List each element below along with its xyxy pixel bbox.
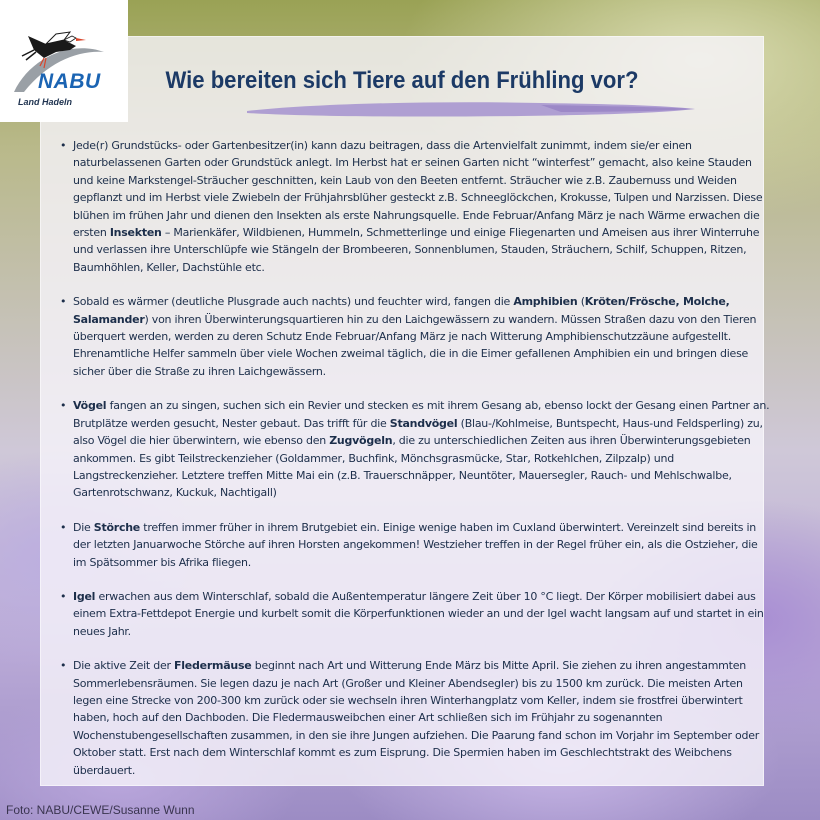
text-segment: ( [577, 295, 585, 309]
photo-credit: Foto: NABU/CEWE/Susanne Wunn [6, 803, 195, 817]
page-title: Wie bereiten sich Tiere auf den Frühling vor? [165, 67, 639, 94]
bullet-paragraph [73, 588, 773, 640]
text-segment: erwachen aus dem Winterschlaf, sobald die Außentemperatur längere Zeit über 10 °C liegt. Der Körper mobilisiert dabei aus einem Extra-Fettdepot Energie und kurbelt somit die Körperfunktionen wieder an und der Igel wacht langsam auf und startet in ein neues Jahr. [73, 589, 764, 638]
text-segment: – Marienkäfer, Wildbienen, Hummeln, Schmetterlinge und einige Fliegenarten und Ameisen aus ihrer Winterruhe und verlassen ihre Unterschlüpfe wie Stängeln der Brombeeren, Sonnenblumen, Stauden, Sträuchern, Schilf, Schuppen, Ritzen, Baumhöhlen, Keller, Dachstühle etc. [73, 226, 760, 274]
bold-term: Insekten [109, 226, 162, 240]
text-segment: , die zu unterschiedlichen Zeiten aus ihren Überwinterungsgebieten ankommen. Es gibt Teilstreckenzieher (Goldammer, Buchfink, Mönchsgrasmücke, Star, Rotkehlchen, Zilpzalp) und Langstreckenzieher. Letztere treffen Mitte Mai ein (z.B. Trauerschnäpper, Neuntöter, Mauersegler, Rauch- und Mehlschwalbe, Gartenrotschwanz, Kuckuk, Nachtigall) [73, 434, 751, 500]
bullet-paragraph [73, 293, 773, 380]
bold-term: Störche [93, 520, 141, 534]
bullet-paragraph [73, 519, 773, 571]
text-segment: treffen immer früher in ihrem Brutgebiet ein. Einige wenige haben im Cuxland überwintert. Vereinzelt sind bereits in der letzten Januarwoche Störche auf ihren Horsten angekommen! Westzieher treffen in der Regel früher ein, als die Ostzieher, die im Spätsommer bis Afrika fliegen. [73, 520, 758, 569]
text-segment: (Blau-/Kohlmeise, Buntspecht, Haus-und Feldsperling) zu, also Vögel die hier überwintern, wie ebenso den [73, 416, 763, 448]
text-segment: Sobald es wärmer (deutliche Plusgrade auch nachts) und feuchter wird, fangen die [73, 295, 514, 309]
text-segment: fangen an zu singen, suchen sich ein Revier und stecken es mit ihrem Gesang ab, ebenso lockt der Gesang einen Partner an. Brutplätze werden gesucht, Nester gebaut. Das trifft für die [73, 399, 770, 430]
bold-term: Igel [73, 589, 96, 603]
text-segment: Die aktive Zeit der [73, 659, 174, 673]
text-segment: Jede(r) Grundstücks- oder Gartenbesitzer(in) kann dazu beitragen, dass die Artenvielfalt zunimmt, indem sie/er einen naturbelassenen Garten oder Grundstück anlegt. Im Herbst hat er seinen Garten nicht “winterfest” gemacht, also keine Stauden und keine Markstengel-Sträucher geschnitten, kein Laub von den Beeten entfernt. Sträucher wie z.B. Zaubernuss und Weiden gepflanzt und im Herbst viele Zwiebeln der Frühjahrsblüher gesteckt z.B. Schneeglöckchen, Krokusse, Tulpen und Narzissen. Diese blühen im frühen Jahr und dienen den Insekten als erste Nahrungsquelle. Ende Februar/Anfang März je nach Wärme erwachen die ersten [73, 139, 763, 240]
brush-underline [241, 99, 701, 121]
logo-wordmark: NABU [38, 70, 101, 93]
bullet-paragraph [73, 657, 773, 779]
bold-term: Zugvögeln [329, 434, 393, 448]
nabu-logo [0, 0, 128, 122]
bullet-list [59, 137, 773, 796]
bold-term: Fledermäuse [173, 659, 252, 673]
bullet-paragraph [73, 137, 773, 276]
text-segment: ) von ihren Überwinterungsquartieren hin zu den Laichgewässern zu wandern. Müssen Straßen dazu von den Tieren überquert werden, werden zu deren Schutz Ende Februar/Anfang März je nach Witterung Amphibienschutzzäune aufgestellt. Ehrenamtliche Helfer sammeln über viele Wochen zweimal täglich, die in die Eimer gefallenen Amphibien ein und bringen diese sicher über die Straße zu ihren Laichgewässern. [73, 312, 757, 378]
text-segment: beginnt nach Art und Witterung Ende März bis Mitte April. Sie ziehen zu ihren angestammten Sommerlebensräumen. Sie legen dazu je nach Art (Großer und Kleiner Abendsegler) bis zu 1500 km zurück. Die meisten Arten legen eine Strecke von 200-300 km zurück oder sie wechseln ihren Winterhangplatz vom Keller, indem sie frostfrei überwintert haben, hoch auf den Dachboden. Die Fledermausweibchen einer Art schließen sich im Frühjahr zu sogenannten Wochenstubengesellschaften zusammen, in den sie ihre Jungen aufziehen. Die Paarung fand schon im Vorjahr im September oder Oktober statt. Erst nach dem Winterschlaf kommt es zum Eisprung. Die Spermien haben im Geschlechtstrakt des Weibchens überdauert. [73, 659, 759, 777]
text-segment: Die [73, 520, 94, 534]
bold-term: Kröten/Frösche, Molche, Salamander [73, 295, 730, 326]
logo-subtitle: Land Hadeln [18, 97, 73, 107]
bold-term: Amphibien [513, 295, 578, 309]
content-panel [40, 36, 770, 786]
bullet-paragraph [73, 397, 773, 501]
bold-term: Standvögel [389, 416, 458, 430]
bold-term: Vögel [73, 399, 107, 413]
